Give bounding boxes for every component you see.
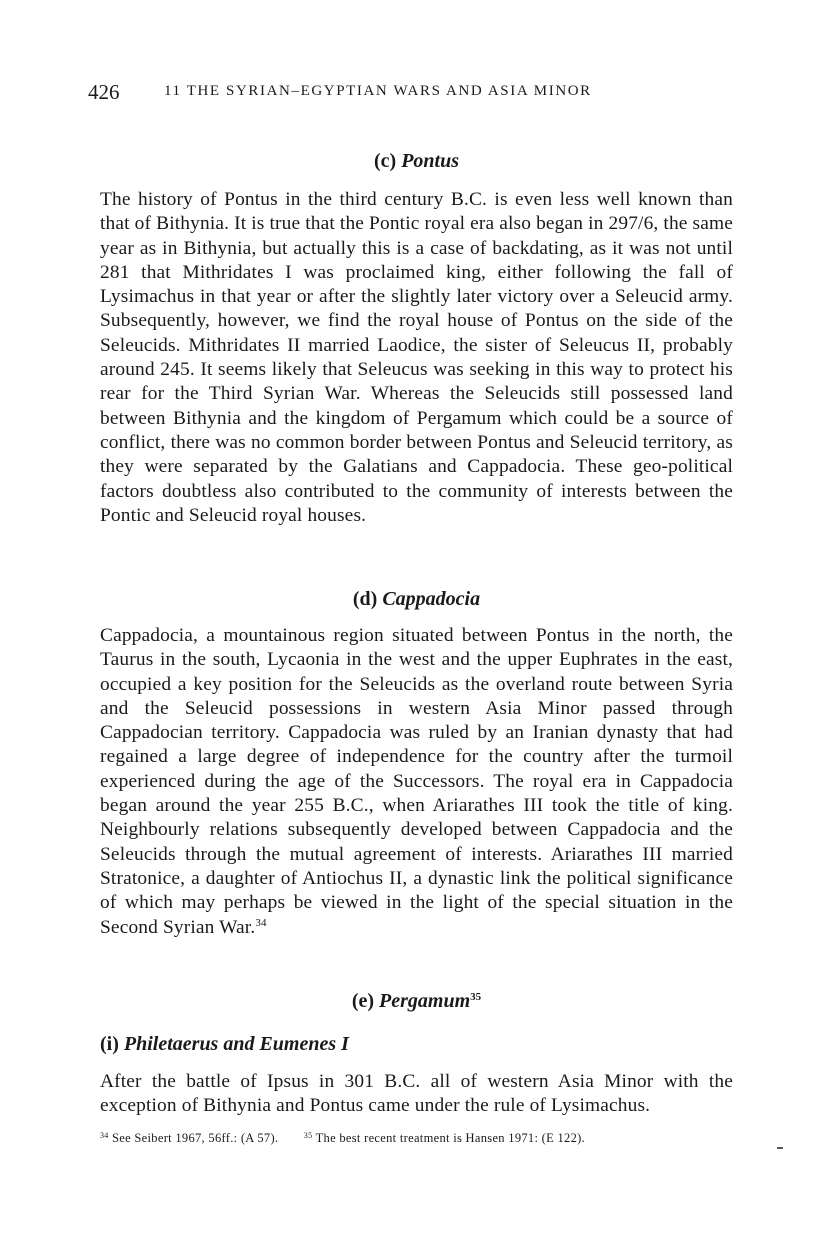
sub-heading-philetaerus	[100, 1033, 733, 1056]
section-heading-label: Pontus	[401, 150, 459, 172]
section-heading-prefix: (c)	[373, 150, 397, 172]
sub-heading-label: Philetaerus and Eumenes I	[123, 1033, 349, 1055]
margin-mark	[777, 1147, 783, 1149]
footnote-ref: 35	[470, 991, 482, 1003]
footnotes	[100, 1131, 733, 1146]
footnote-ref: 34	[255, 916, 267, 929]
paragraph-pergamum: After the battle of Ipsus in 301 B.C. all of western Asia Minor with the exception of Bithynia and Pontus came under the rule of Lysimachus.	[100, 1071, 733, 1117]
footnote	[304, 1131, 585, 1146]
footnote	[100, 1131, 278, 1146]
paragraph-text: Cappadocia, a mountainous region situated between Pontus in the north, the Taurus in the south, Lycaonia in the west and the upper Euphrates in the east, occupied a key position for the Seleucids as the overland route between Syria and the Seleucid possessions in western Asia Minor passed through Cappadocian territory. Cappadocia was ruled by an Iranian dynasty that had regained a large degree of independence for the country after the turmoil experienced during the age of the Successors. The royal era in Cappadocia began around the year 255 B.C., when Ariarathes III took the title of king. Neighbourly relations subsequently developed between Cappadocia and the Seleucids through the mutual agreement of interests. Ariarathes III married Stratonice, a daughter of Antiochus II, a dynastic link the political significance of which may perhaps be viewed in the light of the special situation in the Second Syrian War.	[100, 625, 733, 938]
section-heading-cappadocia	[100, 588, 733, 611]
section-heading-pergamum	[100, 990, 733, 1013]
paragraph-pontus: The history of Pontus in the third century B.C. is even less well known than that of Bithynia. It is true that the Pontic royal era also began in 297/6, the same year as in Bithynia, but actually this is a case of backdating, as it was not until 281 that Mithridates I was proclaimed king, either following the fall of Lysimachus in that year or after the slightly later victory over a Seleucid army. Subsequently, however, we find the royal house of Pontus on the side of the Seleucids. Mithridates II married Laodice, the sister of Seleucus II, probably around 245. It seems likely that Seleucus was seeking in this way to protect his rear for the Third Syrian War. Whereas the Seleucids still possessed land between Bithynia and the kingdom of Pergamum which could be a source of conflict, there was no common border between Pontus and Seleucid territory, as they were separated by the Galatians and Cappadocia. These geo-political factors doubtless also contributed to the community of interests between the Pontic and Seleucid royal houses.	[100, 189, 733, 526]
footnote-number: 35	[303, 1131, 313, 1140]
footnote-text: See Seibert 1967, 56ff.: (A 57).	[112, 1131, 279, 1145]
footnote-text: The best recent treatment is Hansen 1971: (E 122).	[315, 1131, 586, 1145]
sub-heading-prefix: (i)	[100, 1033, 119, 1055]
section-heading-pontus	[100, 150, 733, 173]
paragraph-cappadocia	[100, 624, 733, 940]
section-heading-label: Pergamum	[379, 990, 471, 1012]
section-heading-prefix: (d)	[352, 588, 378, 610]
chapter-title: 11 THE SYRIAN–EGYPTIAN WARS AND ASIA MINOR	[164, 83, 592, 99]
running-head	[88, 78, 733, 104]
footnote-number: 34	[100, 1131, 109, 1140]
section-heading-prefix: (e)	[351, 990, 375, 1012]
section-heading-label: Cappadocia	[382, 588, 481, 610]
page-number: 426	[88, 80, 120, 104]
